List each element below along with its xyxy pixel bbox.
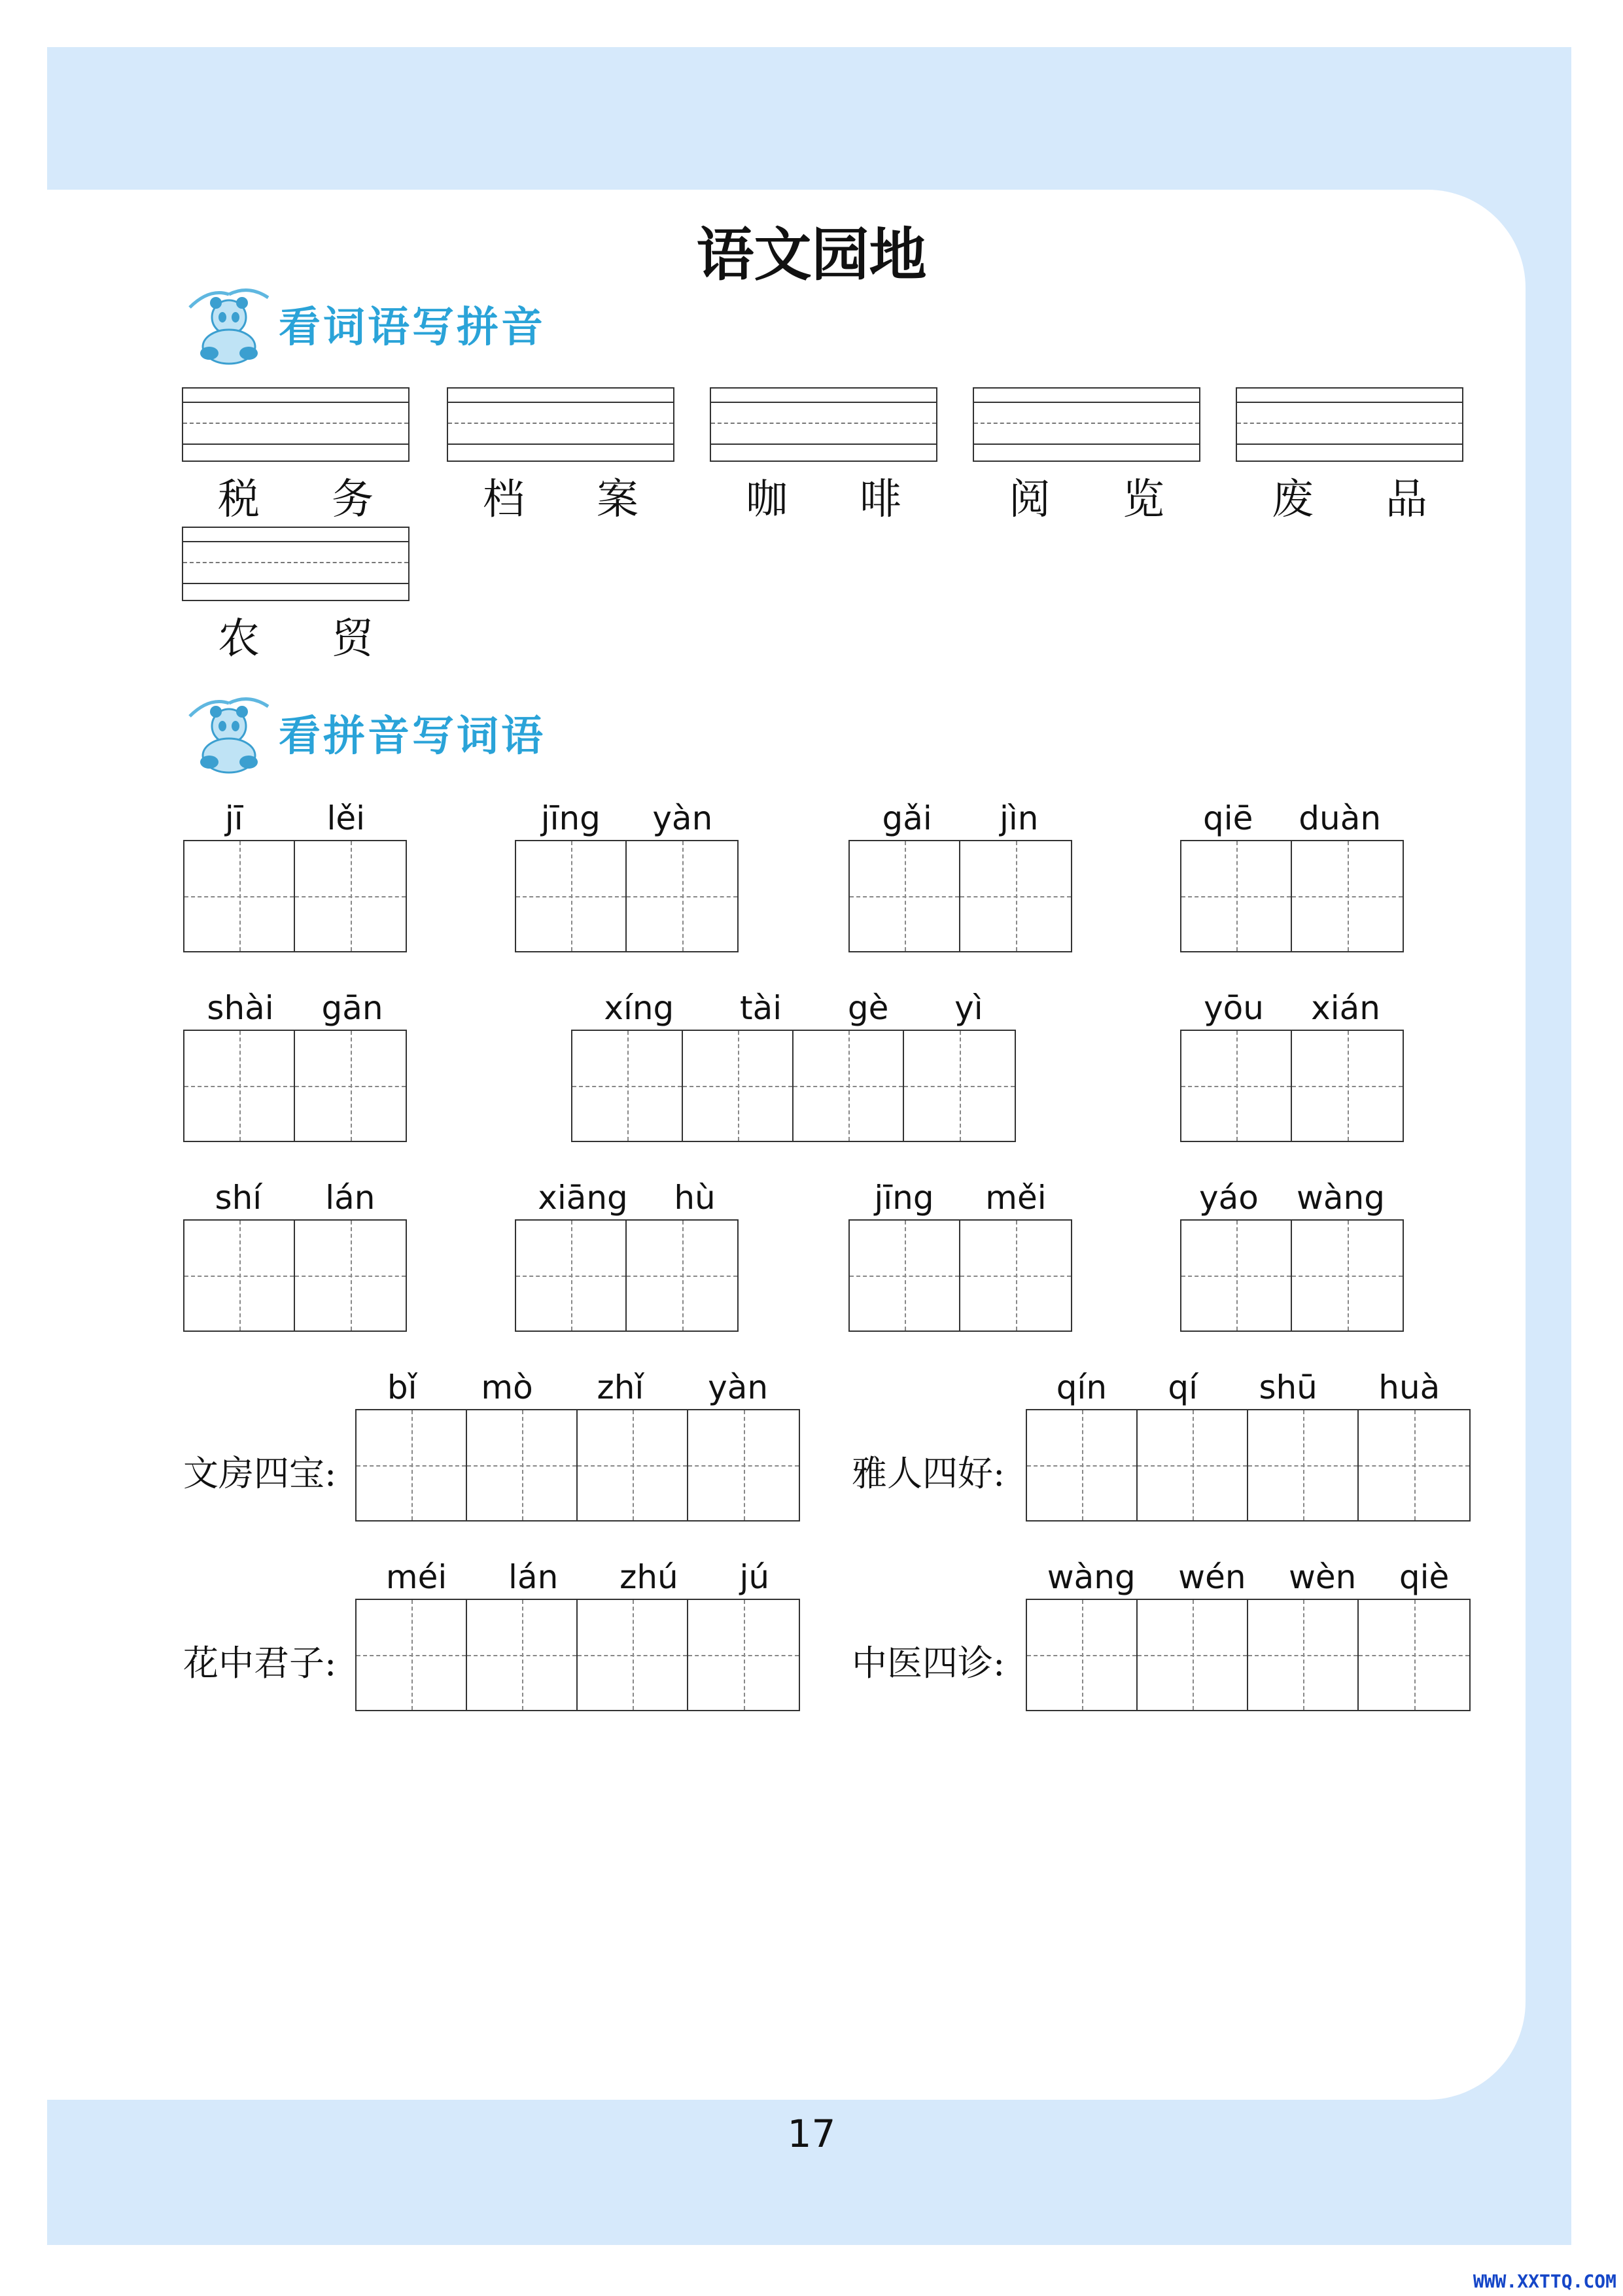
pinyin-syllable: xián (1311, 989, 1380, 1027)
word-char: 览 (1123, 476, 1164, 524)
pinyin-syllable: qín (1056, 1368, 1108, 1406)
pinyin-syllable: shài (207, 989, 274, 1027)
pinyin-syllable: qiè (1399, 1558, 1450, 1596)
pinyin-writing-box[interactable] (182, 387, 410, 462)
word-grid-item (1180, 1179, 1404, 1332)
pinyin-syllable: zhú (620, 1558, 678, 1596)
word-grid-item (848, 799, 1072, 952)
pinyin-syllable: shū (1259, 1368, 1318, 1406)
word-item (973, 387, 1200, 526)
word-grid-item (1180, 989, 1404, 1142)
pinyin-syllable: qiē (1202, 799, 1253, 837)
pinyin-syllable: zhǐ (597, 1368, 644, 1406)
pinyin-syllable: lán (325, 1179, 375, 1217)
pinyin-syllable: wàng (1047, 1558, 1136, 1596)
word-char: 废 (1272, 476, 1314, 524)
pinyin-syllable: yàn (652, 799, 713, 837)
group-label-huazhong: 花中君子: (183, 1643, 337, 1684)
word-item (447, 387, 674, 526)
character-grid[interactable] (848, 840, 1072, 952)
pinyin-syllable: jìn (999, 799, 1039, 837)
character-grid[interactable] (1026, 1599, 1471, 1711)
word-char: 品 (1386, 476, 1427, 524)
pinyin-syllable: tài (740, 989, 782, 1027)
watermark: WWW.XXTTQ.COM (1473, 2270, 1616, 2292)
section-heading-2-label: 看拼音写词语 (279, 712, 546, 761)
word-char: 税 (218, 476, 260, 524)
group-grid-item (1026, 1558, 1471, 1711)
group-grid-item (355, 1368, 800, 1522)
word-grid-item (571, 989, 1016, 1142)
pinyin-syllable: yàn (708, 1368, 769, 1406)
word-item (1236, 387, 1463, 526)
pinyin-writing-box[interactable] (447, 387, 674, 462)
word-char: 啡 (860, 476, 901, 524)
word-grid-item (515, 1179, 739, 1332)
character-grid[interactable] (1180, 840, 1404, 952)
word-char: 案 (597, 476, 638, 524)
word-grid-item (183, 799, 407, 952)
pinyin-syllable: duàn (1299, 799, 1382, 837)
pinyin-syllable: wén (1178, 1558, 1246, 1596)
character-grid[interactable] (515, 840, 739, 952)
character-grid[interactable] (515, 1219, 739, 1332)
character-grid[interactable] (355, 1599, 800, 1711)
pinyin-syllable: jú (739, 1558, 770, 1596)
word-grid-item (848, 1179, 1072, 1332)
pinyin-writing-box[interactable] (710, 387, 937, 462)
pinyin-syllable: gān (321, 989, 383, 1027)
pinyin-syllable: qí (1168, 1368, 1198, 1406)
pinyin-writing-box[interactable] (973, 387, 1200, 462)
pinyin-syllable: mò (481, 1368, 533, 1406)
pinyin-syllable: yáo (1199, 1179, 1259, 1217)
character-grid[interactable] (183, 1030, 407, 1142)
word-item (710, 387, 937, 526)
character-grid[interactable] (848, 1219, 1072, 1332)
pinyin-syllable: wàng (1296, 1179, 1385, 1217)
character-grid[interactable] (571, 1030, 1016, 1142)
word-grid-item (183, 1179, 407, 1332)
character-grid[interactable] (183, 1219, 407, 1332)
word-char: 咖 (746, 476, 788, 524)
character-grid[interactable] (1180, 1219, 1404, 1332)
section-heading-2 (183, 690, 546, 775)
pinyin-syllable: yōu (1204, 989, 1264, 1027)
character-grid[interactable] (1026, 1409, 1471, 1522)
word-item (182, 527, 410, 665)
group-grid-item (1026, 1368, 1471, 1522)
pinyin-syllable: jī (224, 799, 243, 837)
character-grid[interactable] (355, 1409, 800, 1522)
pinyin-syllable: shí (215, 1179, 262, 1217)
word-grid-item (1180, 799, 1404, 952)
pinyin-syllable: méi (385, 1558, 447, 1596)
pinyin-syllable: jīng (540, 799, 601, 837)
group-label-yaren: 雅人四好: (852, 1453, 1005, 1494)
word-char: 务 (332, 476, 374, 524)
word-grid-item (515, 799, 739, 952)
group-grid-item (355, 1558, 800, 1711)
word-grid-item (183, 989, 407, 1142)
panda-icon (183, 281, 275, 366)
section-heading-1 (183, 281, 546, 366)
page-number: 17 (787, 2112, 836, 2156)
pinyin-syllable: huà (1378, 1368, 1440, 1406)
pinyin-writing-box[interactable] (182, 527, 410, 601)
pinyin-syllable: wèn (1289, 1558, 1357, 1596)
group-label-wenfang: 文房四宝: (183, 1453, 337, 1494)
pinyin-syllable: měi (985, 1179, 1047, 1217)
pinyin-syllable: lán (508, 1558, 559, 1596)
pinyin-writing-box[interactable] (1236, 387, 1463, 462)
word-char: 档 (483, 476, 525, 524)
pinyin-syllable: gǎi (882, 799, 932, 837)
word-item (182, 387, 410, 526)
character-grid[interactable] (1180, 1030, 1404, 1142)
pinyin-syllable: hù (674, 1179, 716, 1217)
word-char: 阅 (1009, 476, 1051, 524)
page-title: 语文园地 (696, 220, 927, 288)
word-char: 农 (218, 615, 260, 663)
character-grid[interactable] (183, 840, 407, 952)
pinyin-syllable: xiāng (538, 1179, 628, 1217)
group-label-zhongyi: 中医四诊: (852, 1643, 1005, 1684)
pinyin-syllable: bǐ (387, 1368, 417, 1406)
panda-icon (183, 690, 275, 775)
pinyin-syllable: xíng (604, 989, 674, 1027)
section-heading-1-label: 看词语写拼音 (279, 303, 546, 352)
pinyin-syllable: jīng (874, 1179, 934, 1217)
pinyin-syllable: yì (954, 989, 983, 1027)
pinyin-syllable: gè (847, 989, 889, 1027)
pinyin-syllable: lěi (326, 799, 366, 837)
word-char: 贸 (332, 615, 374, 663)
